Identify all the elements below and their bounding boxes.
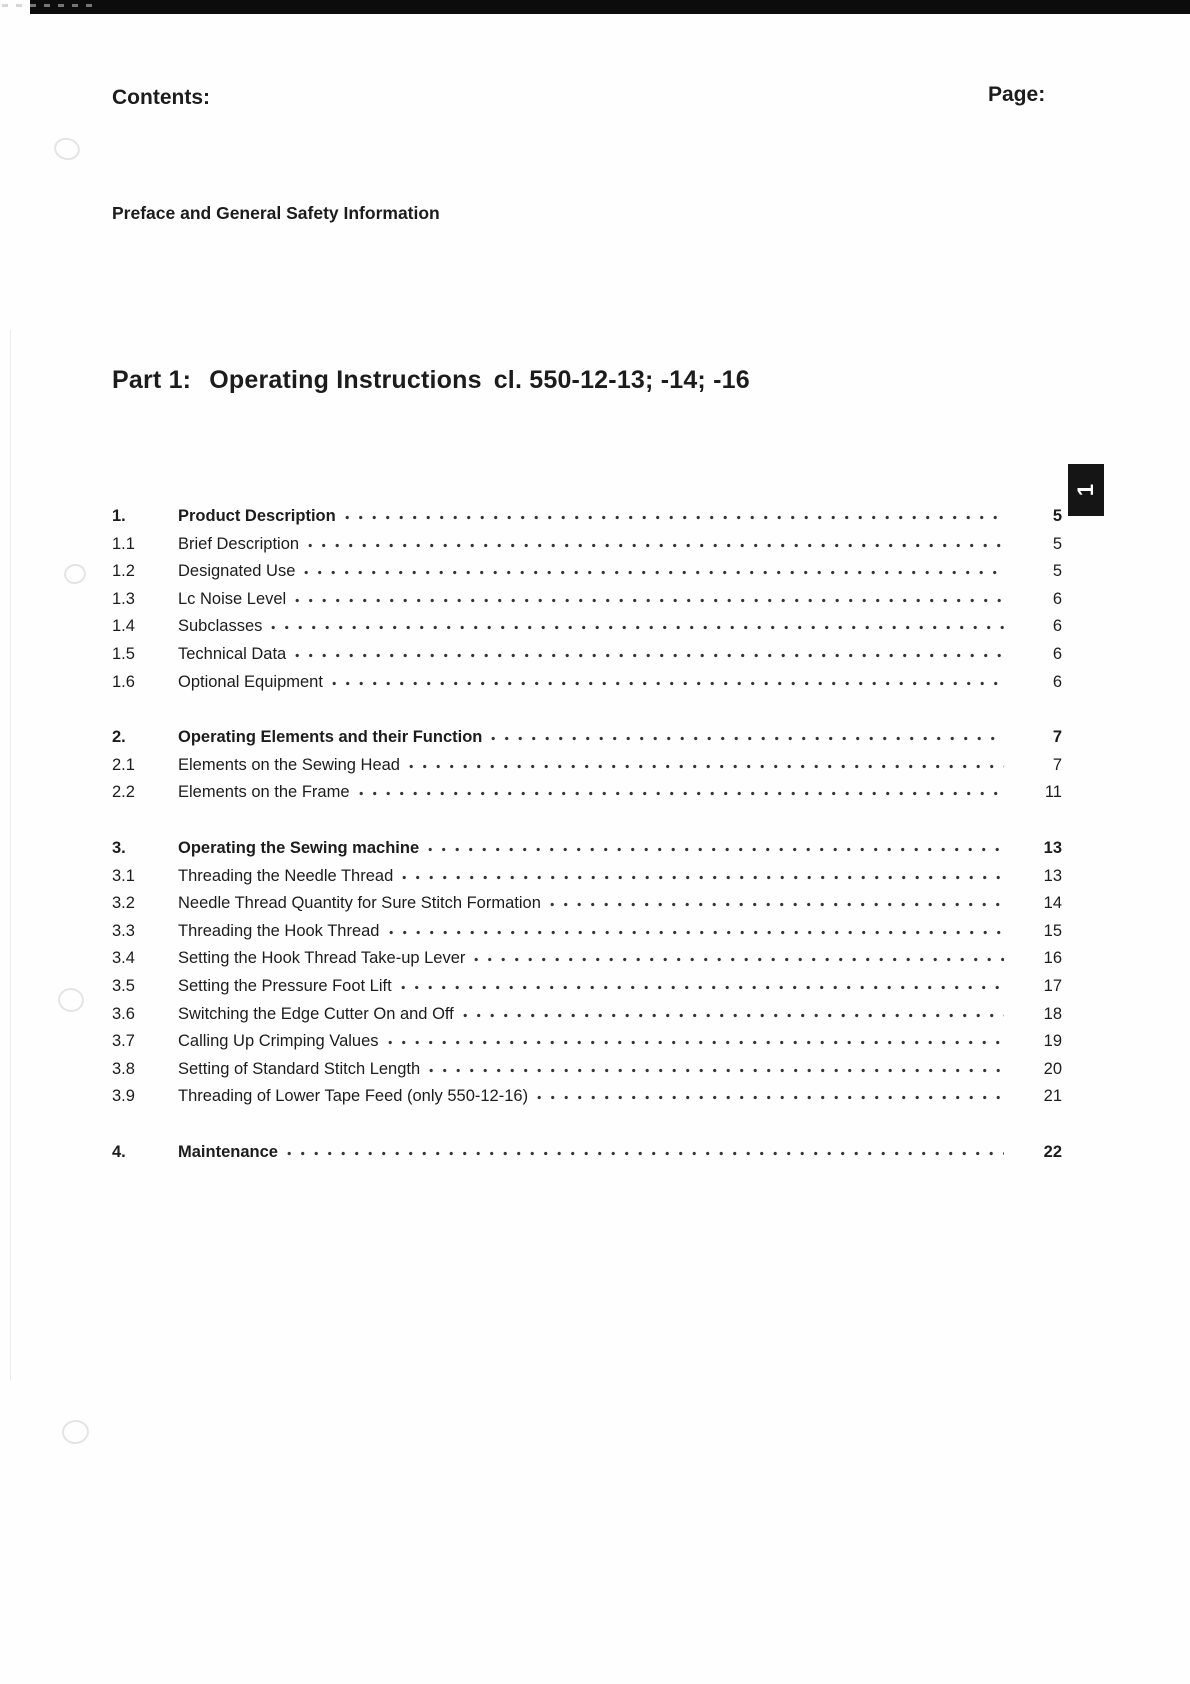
dot-leader <box>271 617 1004 631</box>
dot-leader <box>389 922 1005 936</box>
dot-leader <box>463 1005 1004 1019</box>
toc-title: Needle Thread Quantity for Sure Stitch Formation <box>178 894 541 913</box>
toc-page: 14 <box>1043 894 1062 913</box>
toc-number: 2. <box>112 728 126 747</box>
toc-page: 6 <box>1052 672 1062 691</box>
toc-title: Threading of Lower Tape Feed (only 550-12-16) <box>178 1087 529 1106</box>
chapter-tab <box>1068 464 1104 516</box>
toc-row <box>112 779 1062 807</box>
toc-page: 16 <box>1043 949 1062 968</box>
toc-number: 3.8 <box>112 1059 135 1078</box>
toc-number: 3.7 <box>112 1032 135 1051</box>
toc-row <box>112 835 1062 863</box>
toc-title: Elements on the Sewing Head <box>178 755 400 774</box>
toc-title: Elements on the Frame <box>178 783 350 802</box>
toc-row <box>112 586 1062 614</box>
toc-number: 1.1 <box>112 534 135 553</box>
toc-page: 13 <box>1043 838 1062 857</box>
toc-page: 5 <box>1052 562 1062 581</box>
preface-line: Preface and General Safety Information <box>112 203 440 223</box>
toc-row <box>112 973 1062 1001</box>
dot-leader <box>429 1060 1004 1074</box>
toc-row <box>112 641 1062 669</box>
toc-group <box>112 724 1062 807</box>
part-title <box>112 366 750 395</box>
scan-artifact <box>52 135 83 163</box>
dot-leader <box>359 783 1005 797</box>
toc-title: Maintenance <box>178 1142 278 1161</box>
part-classes: cl. 550-12-13; -14; -16 <box>493 366 750 394</box>
toc-page: 17 <box>1043 976 1062 995</box>
toc-page: 6 <box>1052 644 1062 663</box>
contents-heading: Contents: <box>112 86 210 109</box>
toc-page: 15 <box>1043 921 1062 940</box>
dot-leader <box>308 535 1004 549</box>
toc-row <box>112 669 1062 697</box>
dot-leader <box>345 507 1004 521</box>
toc-page: 6 <box>1052 589 1062 608</box>
toc-number: 1. <box>112 507 126 525</box>
toc-title: Setting the Pressure Foot Lift <box>178 976 392 995</box>
toc-title: Lc Noise Level <box>178 589 287 608</box>
toc-row <box>112 890 1062 918</box>
toc-row <box>112 1056 1062 1084</box>
dot-leader <box>332 673 1004 687</box>
toc-number: 3.5 <box>112 976 135 995</box>
toc-row <box>112 503 1062 531</box>
toc-page: 21 <box>1043 1087 1062 1106</box>
toc-number: 3.2 <box>112 894 135 913</box>
toc-number: 1.4 <box>112 617 135 636</box>
toc-row <box>112 1028 1062 1056</box>
scan-artifact <box>10 330 11 1380</box>
dot-leader <box>409 756 1004 770</box>
toc-row <box>112 724 1062 752</box>
toc-title: Switching the Edge Cutter On and Off <box>178 1004 454 1023</box>
dot-leader <box>428 839 1004 853</box>
toc-page: 5 <box>1052 507 1062 525</box>
toc-row <box>112 918 1062 946</box>
part-name: Operating Instructions <box>209 366 482 394</box>
toc-row <box>112 752 1062 780</box>
toc-row <box>112 558 1062 586</box>
toc-page: 6 <box>1052 617 1062 636</box>
toc-page: 19 <box>1043 1032 1062 1051</box>
dot-leader <box>550 894 1004 908</box>
toc-row <box>112 863 1062 891</box>
dot-leader <box>491 728 1004 742</box>
scan-top-bar <box>30 0 1190 14</box>
toc-number: 3.1 <box>112 866 135 885</box>
toc-number: 3.3 <box>112 921 135 940</box>
toc-number: 1.6 <box>112 672 135 691</box>
toc-number: 1.5 <box>112 644 135 663</box>
dot-leader <box>537 1087 1004 1101</box>
toc-page: 7 <box>1052 755 1062 774</box>
toc <box>112 503 1062 1166</box>
toc-title: Subclasses <box>178 617 263 636</box>
dot-leader <box>287 1143 1004 1157</box>
toc-title: Designated Use <box>178 562 296 581</box>
toc-page: 13 <box>1043 866 1062 885</box>
dot-leader <box>388 1032 1004 1046</box>
toc-page: 5 <box>1052 534 1062 553</box>
toc-number: 1.2 <box>112 562 135 581</box>
toc-group <box>112 503 1062 696</box>
toc-title: Operating Elements and their Function <box>178 728 483 747</box>
part-label: Part 1: <box>112 366 192 394</box>
toc-row <box>112 1139 1062 1167</box>
toc-group <box>112 1139 1062 1167</box>
scan-artifact <box>56 986 85 1013</box>
toc-number: 4. <box>112 1142 126 1161</box>
toc-number: 2.1 <box>112 755 135 774</box>
toc-page: 18 <box>1043 1004 1062 1023</box>
toc-row <box>112 1001 1062 1029</box>
toc-page: 22 <box>1043 1142 1062 1161</box>
toc-title: Threading the Hook Thread <box>178 921 380 940</box>
dot-leader <box>295 590 1004 604</box>
toc-number: 3.4 <box>112 949 135 968</box>
toc-title: Optional Equipment <box>178 672 323 691</box>
toc-row <box>112 531 1062 559</box>
toc-title: Product Description <box>178 507 336 525</box>
toc-title: Brief Description <box>178 534 300 553</box>
toc-page: 7 <box>1052 728 1062 747</box>
toc-row <box>112 613 1062 641</box>
toc-page: 20 <box>1043 1059 1062 1078</box>
toc-number: 3.9 <box>112 1087 135 1106</box>
toc-title: Operating the Sewing machine <box>178 838 420 857</box>
dot-leader <box>304 562 1004 576</box>
page-column-heading: Page: <box>988 83 1046 106</box>
scan-artifact <box>62 562 87 586</box>
scan-artifact <box>2 4 92 7</box>
toc-number: 2.2 <box>112 783 135 802</box>
toc-title: Setting of Standard Stitch Length <box>178 1059 421 1078</box>
dot-leader <box>295 645 1004 659</box>
toc-row <box>112 1083 1062 1111</box>
toc-title: Technical Data <box>178 644 287 663</box>
scan-artifact <box>61 1419 90 1446</box>
chapter-tab-label: 1 <box>1073 483 1098 497</box>
toc-number: 3. <box>112 838 126 857</box>
toc-row <box>112 945 1062 973</box>
toc-number: 3.6 <box>112 1004 135 1023</box>
dot-leader <box>474 949 1004 963</box>
toc-page: 11 <box>1044 783 1062 802</box>
toc-title: Threading the Needle Thread <box>178 866 394 885</box>
dot-leader <box>402 867 1004 881</box>
toc-number: 1.3 <box>112 589 135 608</box>
toc-title: Setting the Hook Thread Take-up Lever <box>178 949 466 968</box>
toc-group <box>112 835 1062 1111</box>
toc-title: Calling Up Crimping Values <box>178 1032 379 1051</box>
dot-leader <box>401 977 1004 991</box>
